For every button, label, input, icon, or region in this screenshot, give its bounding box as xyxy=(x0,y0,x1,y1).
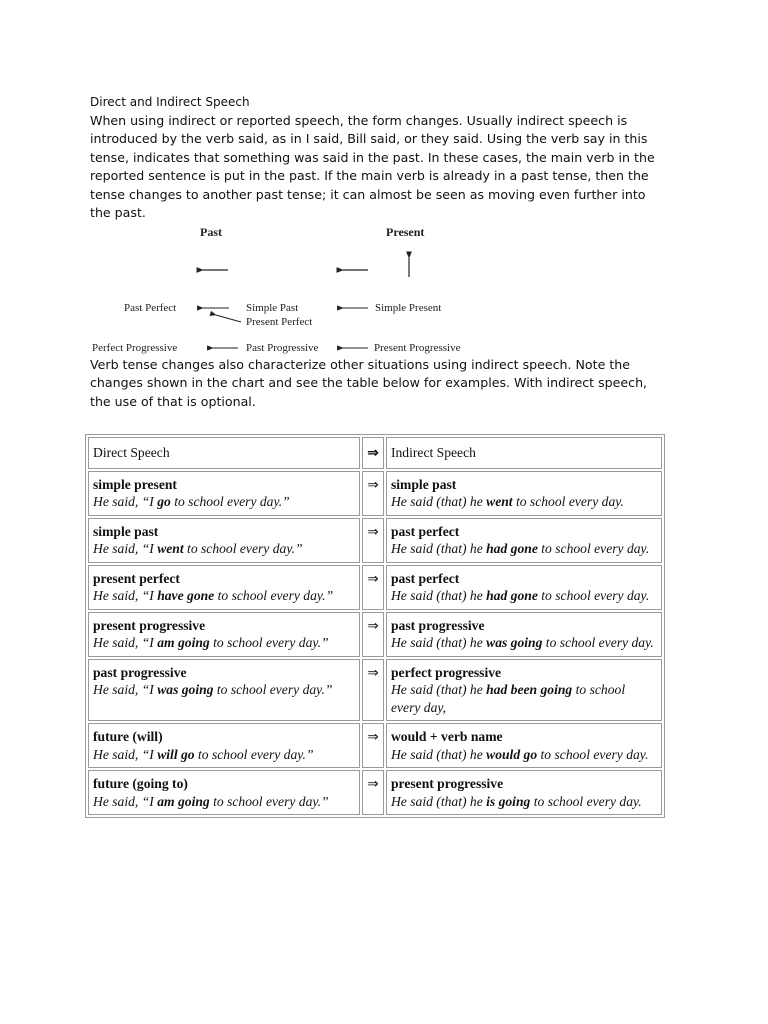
indirect-example-verb: would go xyxy=(486,746,538,762)
indirect-example-pre: He said (that) he xyxy=(390,746,487,762)
indirect-tense-name: would + verb name xyxy=(390,729,503,744)
header-arrow-icon: ⇒ xyxy=(362,437,384,469)
table-row xyxy=(88,471,662,516)
direct-tense-name: past progressive xyxy=(93,664,187,680)
direct-example-pre: He said, “I xyxy=(93,635,158,650)
arrow-icon: ⇒ xyxy=(362,518,384,563)
direct-tense-name: present perfect xyxy=(93,570,180,586)
indirect-example xyxy=(391,681,657,716)
direct-tense-name: future (going to) xyxy=(93,776,188,791)
indirect-example-verb: is going xyxy=(486,793,531,809)
indirect-example-verb: had been going xyxy=(486,682,573,697)
diagram-present-progressive: Present Progressive xyxy=(374,342,461,354)
direct-cell xyxy=(88,471,360,516)
direct-example-pre: He said, “I xyxy=(93,494,158,509)
header-indirect-speech: Indirect Speech xyxy=(386,437,662,469)
table-header-row xyxy=(88,437,662,469)
indirect-example-post: to school every day. xyxy=(537,746,649,762)
arrow-icon: ⇒ xyxy=(362,471,384,516)
indirect-cell xyxy=(386,659,662,722)
direct-cell xyxy=(88,565,360,610)
direct-example-pre: He said, “I xyxy=(93,588,158,603)
diagram-past-perfect: Past Perfect xyxy=(124,302,177,314)
direct-example xyxy=(93,793,355,811)
indirect-tense-name: past perfect xyxy=(390,570,460,586)
indirect-cell xyxy=(386,770,662,815)
direct-example xyxy=(93,493,355,511)
diagram-present-perfect: Present Perfect xyxy=(246,316,313,328)
indirect-example-pre: He said (that) he xyxy=(390,494,487,509)
direct-cell xyxy=(88,612,360,657)
direct-example-post: to school every day.” xyxy=(209,793,329,809)
direct-cell xyxy=(88,659,360,722)
table-row xyxy=(88,612,662,657)
direct-example-verb: am going xyxy=(157,793,210,809)
direct-example-post: to school every day.” xyxy=(214,588,334,603)
direct-example-pre: He said, “I xyxy=(93,541,158,556)
direct-example-post: to school every day.” xyxy=(183,541,303,556)
indirect-tense-name: perfect progressive xyxy=(390,664,502,680)
diagram-past-progressive: Past Progressive xyxy=(246,342,319,354)
direct-example-verb: have gone xyxy=(157,588,215,603)
arrow-icon: ⇒ xyxy=(362,723,384,768)
indirect-example-verb: had gone xyxy=(486,541,538,556)
direct-example-verb: went xyxy=(157,541,184,556)
intro-paragraph: When using indirect or reported speech, the form changes. Usually indirect speech is introduced by the verb said, as in I said, Bill said, or they said. Using the verb say in this tense, indicates that something was said in the past. In these cases, the main verb in the reported sentence is put in the past. If the main verb is already in a past tense, then the tense changes to another past tense; it can almost be seen as moving even further into the past. xyxy=(90,113,655,221)
direct-example xyxy=(93,681,355,699)
direct-example-pre: He said, “I xyxy=(93,793,158,809)
diagram-past-label: Past xyxy=(200,225,222,239)
indirect-example-post: to school every day. xyxy=(537,541,650,556)
indirect-example-post: to school every day. xyxy=(537,588,650,603)
table-row xyxy=(88,770,662,815)
arrow-icon: ⇒ xyxy=(362,565,384,610)
tense-shift-diagram xyxy=(86,222,486,358)
indirect-cell xyxy=(386,565,662,610)
indirect-tense-name: present progressive xyxy=(390,776,504,791)
indirect-tense-name: past progressive xyxy=(390,617,485,633)
direct-tense-name: simple past xyxy=(93,523,159,539)
direct-cell xyxy=(88,723,360,768)
arrow-present-perfect-to-past-perfect xyxy=(216,315,241,322)
table-row xyxy=(88,723,662,768)
indirect-tense-name: simple past xyxy=(390,476,457,492)
direct-tense-name: future (will) xyxy=(93,729,163,744)
direct-example-post: to school every day.” xyxy=(194,746,314,762)
indirect-example-pre: He said (that) he xyxy=(390,588,487,603)
indirect-example-post: to school every day, xyxy=(390,682,626,715)
indirect-example-pre: He said (that) he xyxy=(390,793,487,809)
second-paragraph: Verb tense changes also characterize other situations using indirect speech. Note the changes shown in the chart and see the table below for examples. With indirect speech, the use of that is optional. xyxy=(90,357,648,409)
table-row xyxy=(88,565,662,610)
direct-example-verb: am going xyxy=(157,635,210,650)
diagram-simple-past: Simple Past xyxy=(246,302,299,314)
indirect-example xyxy=(391,634,657,652)
direct-example xyxy=(93,746,355,764)
direct-example-verb: go xyxy=(157,494,171,509)
indirect-cell xyxy=(386,612,662,657)
indirect-example-pre: He said (that) he xyxy=(390,682,487,697)
arrow-icon: ⇒ xyxy=(362,770,384,815)
direct-tense-name: simple present xyxy=(93,476,177,492)
direct-example-post: to school every day.” xyxy=(209,635,329,650)
indirect-example-post: to school every day. xyxy=(512,494,624,509)
arrow-icon: ⇒ xyxy=(362,612,384,657)
diagram-present-label: Present xyxy=(386,225,425,239)
diagram-perfect-progressive: Perfect Progressive xyxy=(92,342,178,354)
direct-cell xyxy=(88,770,360,815)
direct-example-pre: He said, “I xyxy=(93,746,158,762)
indirect-example-verb: had gone xyxy=(486,588,538,603)
direct-example xyxy=(93,587,355,605)
direct-example-verb: was going xyxy=(157,682,214,697)
direct-cell xyxy=(88,518,360,563)
direct-tense-name: present progressive xyxy=(93,617,206,633)
indirect-example-verb: went xyxy=(486,494,513,509)
direct-example xyxy=(93,634,355,652)
direct-example xyxy=(93,540,355,558)
indirect-cell xyxy=(386,723,662,768)
indirect-example xyxy=(391,587,657,605)
direct-example-pre: He said, “I xyxy=(93,682,158,697)
direct-example-verb: will go xyxy=(157,746,195,762)
indirect-cell xyxy=(386,471,662,516)
indirect-example-post: to school every day. xyxy=(542,635,654,650)
indirect-example xyxy=(391,793,657,811)
arrow-icon: ⇒ xyxy=(362,659,384,722)
diagram-simple-present: Simple Present xyxy=(375,302,442,314)
direct-example-post: to school every day.” xyxy=(170,494,290,509)
indirect-example xyxy=(391,540,657,558)
table-row xyxy=(88,518,662,563)
header-direct-speech: Direct Speech xyxy=(88,437,360,469)
indirect-example-post: to school every day. xyxy=(530,793,642,809)
indirect-example xyxy=(391,746,657,764)
tense-table xyxy=(85,434,665,818)
indirect-example-pre: He said (that) he xyxy=(390,541,487,556)
table-row xyxy=(88,659,662,722)
page-title: Direct and Indirect Speech xyxy=(90,95,250,109)
indirect-example-pre: He said (that) he xyxy=(390,635,487,650)
indirect-example xyxy=(391,493,657,511)
direct-example-post: to school every day.” xyxy=(213,682,333,697)
indirect-cell xyxy=(386,518,662,563)
indirect-example-verb: was going xyxy=(486,635,543,650)
indirect-tense-name: past perfect xyxy=(390,523,460,539)
